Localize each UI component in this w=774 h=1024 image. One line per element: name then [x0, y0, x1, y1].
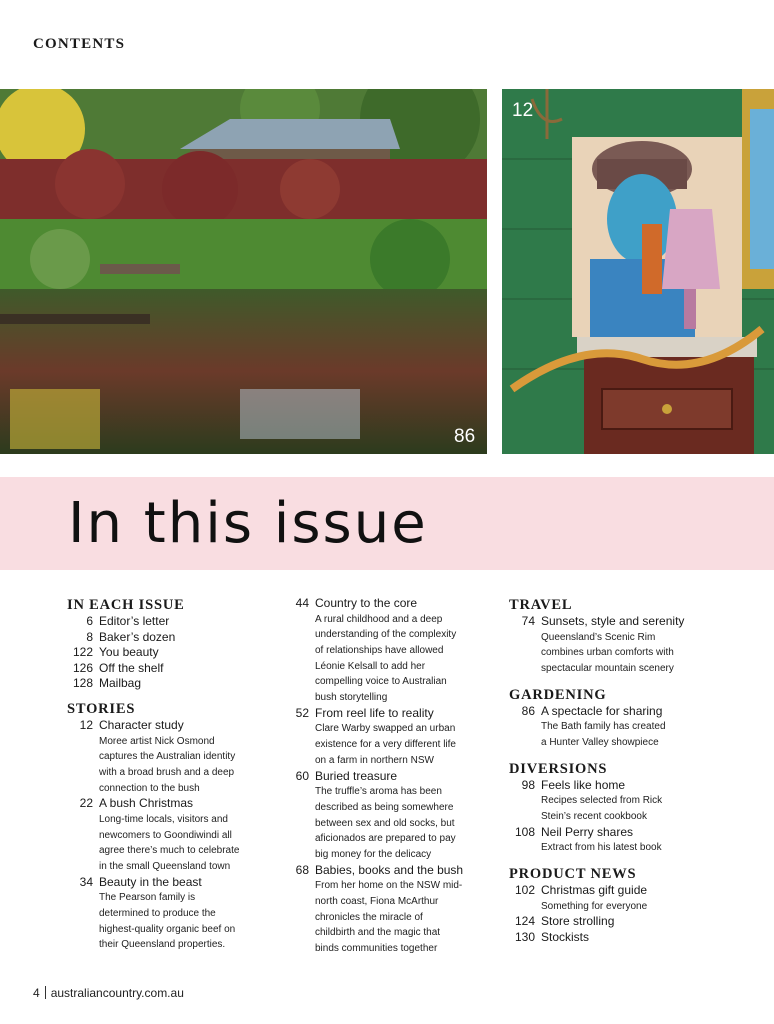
desc-line: understanding of the complexity	[315, 629, 457, 641]
item-title: Country to the core	[315, 596, 418, 610]
desc-line: on a farm in northern NSW	[315, 754, 434, 766]
item-description	[541, 793, 749, 824]
desc-line: between sex and old socks, but	[315, 817, 455, 829]
desc-line: combines urban comforts with	[541, 647, 674, 659]
list-item[interactable]	[503, 704, 749, 720]
desc-line: Léonie Kelsall to add her	[315, 660, 426, 672]
item-page: 126	[72, 660, 93, 675]
item-description	[99, 734, 277, 797]
gardening-list	[503, 704, 749, 751]
desc-line: in the small Queensland town	[99, 861, 231, 873]
list-item[interactable]	[503, 825, 749, 841]
desc-line: Moree artist Nick Osmond	[99, 735, 215, 747]
item-description	[315, 721, 497, 768]
travel-list	[503, 614, 749, 677]
desc-line: determined to produce the	[99, 908, 216, 920]
item-description	[541, 719, 749, 750]
desc-line: connection to the bush	[99, 782, 200, 794]
section-heading-gardening: GARDENING	[509, 686, 607, 703]
item-page: 22	[79, 796, 93, 811]
item-page: 128	[72, 676, 93, 691]
list-item[interactable]	[61, 718, 277, 734]
contents-column-3	[509, 596, 749, 945]
section-heading-travel: TRAVEL	[509, 597, 573, 613]
desc-line: The Pearson family is	[99, 892, 196, 904]
desc-line: compelling voice to Australian	[315, 676, 447, 688]
garden-pond-photo	[0, 89, 487, 454]
footer-divider	[45, 986, 46, 999]
list-item[interactable]	[61, 630, 277, 646]
item-title: Baker’s dozen	[99, 629, 176, 644]
list-item[interactable]	[61, 875, 277, 891]
page-section-label: CONTENTS	[33, 36, 126, 52]
garden-pond-illustration	[0, 89, 487, 454]
list-item[interactable]	[503, 614, 749, 630]
item-title: Christmas gift guide	[541, 883, 648, 897]
desc-line: childbirth and the magic that	[315, 927, 441, 939]
stories-list	[61, 718, 277, 953]
page-number-86: 86	[454, 426, 476, 447]
desc-line: Queensland’s Scenic Rim	[541, 631, 656, 643]
desc-line: aficionados are prepared to pay	[315, 833, 456, 845]
item-page: 12	[79, 717, 93, 732]
list-item[interactable]	[503, 914, 749, 930]
list-item[interactable]	[277, 863, 497, 879]
list-item[interactable]	[61, 661, 277, 677]
item-title: From reel life to reality	[315, 705, 434, 720]
item-page: 86	[521, 703, 535, 718]
list-item[interactable]	[61, 614, 277, 630]
desc-line: Clare Warby swapped an urban	[315, 723, 456, 735]
contents-column-1	[67, 596, 277, 953]
desc-line: The truffle’s aroma has been	[315, 786, 442, 798]
desc-line: bush storytelling	[315, 692, 388, 704]
item-title: You beauty	[99, 645, 159, 660]
item-page: 44	[295, 596, 309, 610]
desc-line: Recipes selected from Rick	[541, 795, 663, 807]
item-title: Feels like home	[541, 777, 626, 792]
footer-page-number: 4	[33, 986, 40, 1000]
item-description	[315, 878, 497, 957]
item-page: 98	[521, 777, 535, 792]
desc-line: Stein’s recent cookbook	[541, 811, 647, 822]
item-page: 124	[514, 914, 535, 929]
list-item[interactable]	[61, 796, 277, 812]
list-item[interactable]	[277, 706, 497, 722]
list-item[interactable]	[277, 769, 497, 785]
desc-line: big money for the delicacy	[315, 848, 432, 860]
item-title: Mailbag	[99, 676, 142, 691]
product-news-list	[503, 883, 749, 945]
item-page: 122	[72, 645, 93, 660]
item-title: Off the shelf	[99, 660, 164, 675]
section-heading-stories: STORIES	[67, 700, 136, 717]
item-description	[541, 899, 749, 915]
desc-line: with a broad brush and a deep	[99, 766, 235, 778]
list-item[interactable]	[503, 778, 749, 794]
desc-line: Extract from his latest book	[541, 842, 662, 854]
list-item[interactable]	[61, 645, 277, 661]
desc-line: described as being somewhere	[315, 801, 454, 813]
page-footer	[33, 986, 184, 1000]
list-item[interactable]	[61, 676, 277, 692]
item-page: 130	[514, 929, 535, 944]
desc-line: Long-time locals, visitors and	[99, 813, 228, 825]
desc-line: spectacular mountain scenery	[541, 663, 674, 674]
item-title: Beauty in the beast	[99, 874, 202, 889]
item-page: 34	[79, 874, 93, 889]
item-title: Stockists	[541, 929, 590, 944]
interior-illustration	[502, 89, 774, 454]
desc-line: binds communities together	[315, 943, 438, 955]
item-title: Store strolling	[541, 914, 615, 929]
item-description	[541, 840, 749, 856]
desc-line: highest-quality organic beef on	[99, 923, 236, 935]
in-each-issue-list	[61, 614, 277, 692]
section-heading-diversions: DIVERSIONS	[509, 760, 608, 777]
interior-painting-photo	[502, 89, 774, 454]
section-heading-in-each-issue: IN EACH ISSUE	[67, 597, 185, 613]
desc-line: existence for a very different life	[315, 739, 456, 751]
list-item[interactable]	[503, 930, 749, 946]
desc-line: their Queensland properties.	[99, 939, 226, 951]
desc-line: newcomers to Goondiwindi all	[99, 829, 232, 841]
desc-line: chronicles the miracle of	[315, 911, 423, 923]
desc-line: captures the Australian identity	[99, 751, 236, 763]
item-description	[99, 890, 277, 953]
item-title: Buried treasure	[315, 768, 398, 783]
item-page: 108	[514, 824, 535, 839]
item-page: 52	[295, 705, 309, 720]
diversions-list	[503, 778, 749, 856]
item-description	[315, 612, 497, 706]
item-page: 8	[86, 629, 93, 644]
item-title: Editor’s letter	[99, 614, 170, 628]
section-heading-product-news: PRODUCT NEWS	[509, 866, 637, 882]
item-title: Babies, books and the bush	[315, 862, 464, 877]
item-description	[315, 784, 497, 863]
item-title: A spectacle for sharing	[541, 703, 663, 718]
item-page: 102	[514, 883, 535, 897]
list-item[interactable]	[503, 883, 749, 899]
desc-line: north coast, Fiona McArthur	[315, 895, 439, 907]
item-title: Neil Perry shares	[541, 824, 634, 839]
page-number-12: 12	[512, 100, 534, 121]
item-description	[99, 812, 277, 875]
item-page: 60	[295, 768, 309, 783]
item-title: A bush Christmas	[99, 796, 194, 811]
desc-line: A rural childhood and a deep	[315, 613, 443, 625]
desc-line: agree there’s much to celebrate	[99, 845, 240, 857]
item-page: 74	[521, 614, 535, 628]
item-title: Sunsets, style and serenity	[541, 614, 685, 628]
list-item[interactable]	[277, 596, 497, 612]
desc-line: The Bath family has created	[541, 721, 666, 733]
item-page: 6	[86, 614, 93, 628]
desc-line: Something for everyone	[541, 900, 648, 912]
desc-line: of relationships have allowed	[315, 645, 444, 656]
contents-column-2	[277, 596, 497, 957]
item-description	[541, 630, 749, 677]
desc-line: a Hunter Valley showpiece	[541, 737, 659, 748]
item-page: 68	[295, 862, 309, 877]
page-title: In this issue	[68, 491, 428, 556]
desc-line: From her home on the NSW mid-	[315, 880, 463, 892]
footer-url[interactable]: australiancountry.com.au	[50, 986, 184, 1000]
item-title: Character study	[99, 717, 184, 732]
